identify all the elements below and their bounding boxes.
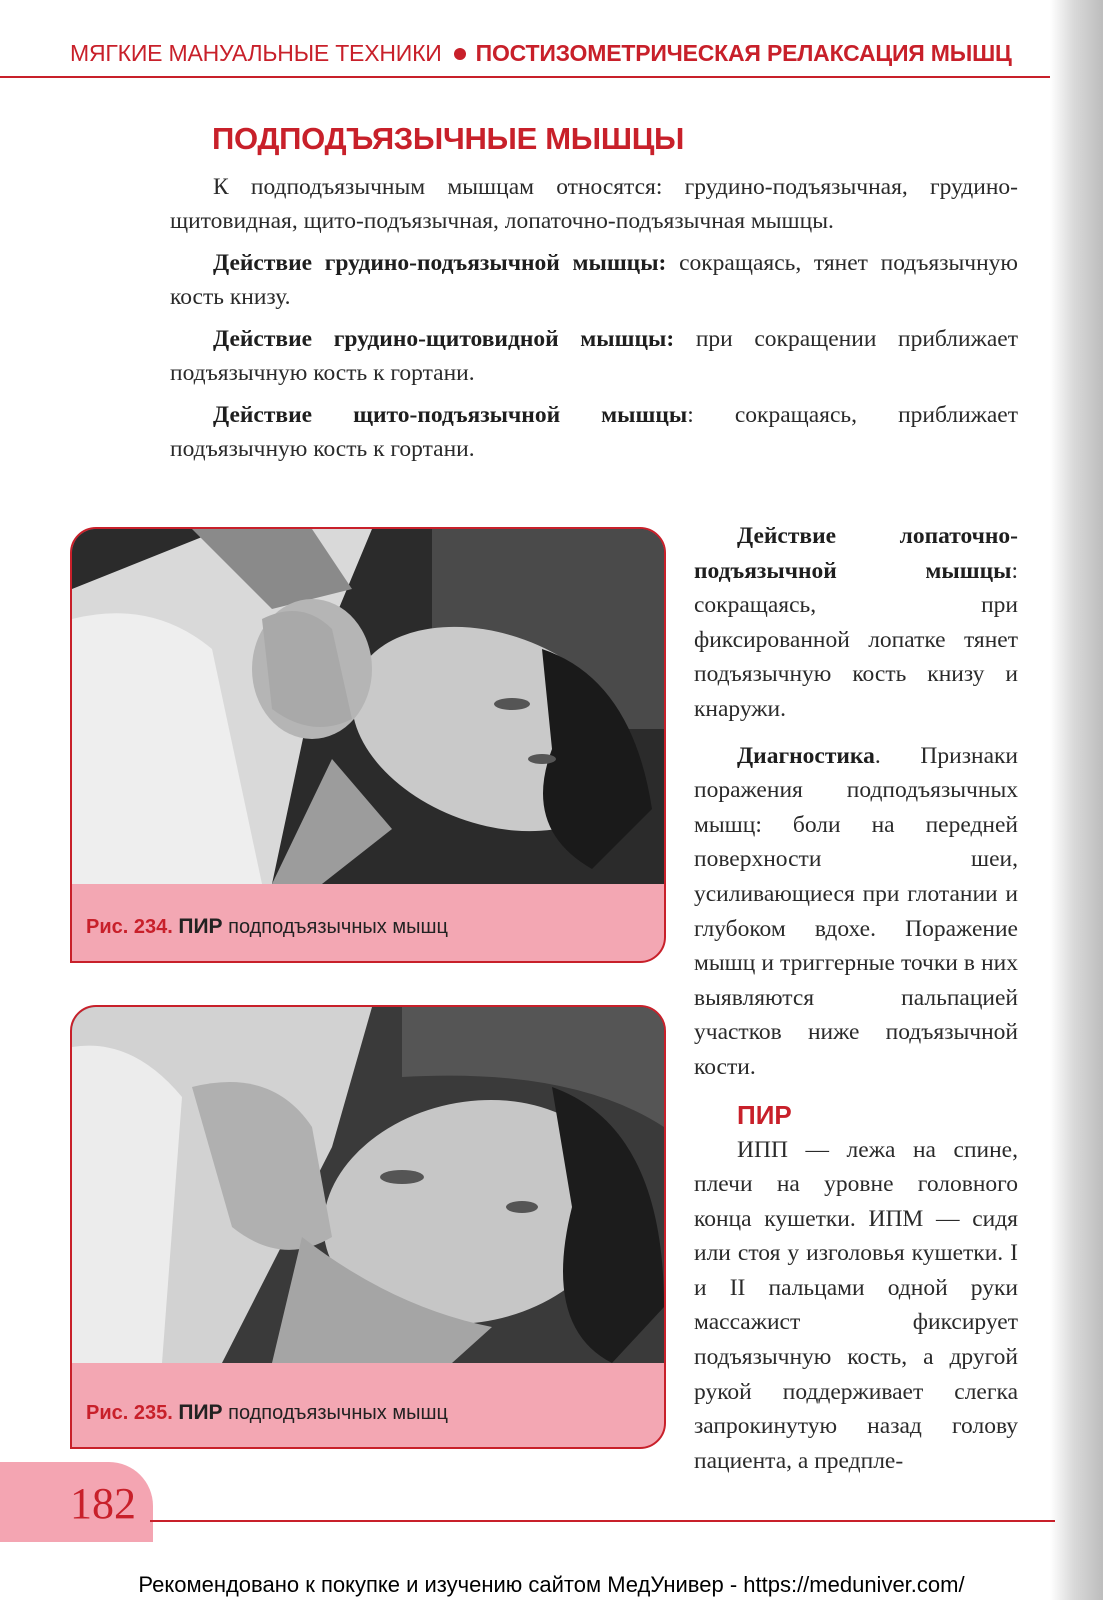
diagnostics-text: . Признаки поражения подподъязычных мышц: боли на передней поверхности шеи, усиливающиеся при глотании и глубоком вдохе. Поражение мышц и триггерные точки в них выявляются пальпацией участков ниже подъязычной кости. <box>694 742 1018 1080</box>
watermark-text: Рекомендовано к покупке и изучению сайтом МедУнивер - https://meduniver.com/ <box>138 1572 965 1597</box>
section-title: ПОДПОДЪЯЗЫЧНЫЕ МЫШЦЫ <box>212 121 685 156</box>
pir-paragraph: ИПП — лежа на спине, плечи на уровне головного конца кушетки. ИПМ — сидя или стоя у изголовья кушетки. I и II пальцами одной руки массажист фиксирует подъязычную кость, а другой рукой поддерживает слегка запрокинутую назад голову пациента, а предпле- <box>694 1136 1018 1474</box>
right-column-text <box>694 519 1018 1490</box>
page-edge-shadow <box>1050 0 1103 1600</box>
action-2-text: при сокращении приближает подъязычную кость к гортани. <box>170 326 1018 386</box>
action-3-label: Действие щито-подъязычной мышцы <box>213 402 688 428</box>
action-3-text: : сокращаясь, приближает подъязычную кость к гортани. <box>170 402 1019 462</box>
caption-text: подподъязычных мышц <box>222 1402 448 1424</box>
figure-number: Рис. 234. <box>86 916 173 938</box>
pir-heading: ПИР <box>737 1099 792 1130</box>
action-paragraph-2 <box>170 322 1018 390</box>
action-4-label: Действие лопаточно-подъязычной мышцы <box>694 523 1018 584</box>
bullet-dot-icon <box>454 48 466 60</box>
caption-235 <box>86 1401 448 1425</box>
figure-235 <box>70 1005 666 1449</box>
diagnostics-paragraph <box>694 739 1018 1085</box>
header-rule <box>0 76 1050 78</box>
action-4-text: : сокращаясь, при фиксированной лопатке тянет подъязычную кость книзу и кнаружи. <box>694 557 1018 722</box>
header-left: МЯГКИЕ МАНУАЛЬНЫЕ ТЕХНИКИ <box>70 40 442 66</box>
caption-pir: ПИР <box>178 1401 223 1424</box>
caption-234 <box>86 915 448 939</box>
diagnostics-label: Диагностика <box>737 742 875 769</box>
footer-rule <box>150 1520 1055 1522</box>
figure-number: Рис. 235. <box>86 1402 173 1424</box>
header-right: ПОСТИЗОМЕТРИЧЕСКАЯ РЕЛАКСАЦИЯ МЫШЦ <box>475 40 1012 66</box>
intro-paragraph: К подподъязычным мышцам относятся: грудино-подъязычная, грудино-щитовидная, щито-подъязычная, лопаточно-подъязычная мышцы. <box>170 174 1018 234</box>
action-paragraph-4 <box>694 519 1018 727</box>
action-1-text: сокращаясь, тянет подъязычную кость книзу. <box>170 250 1018 310</box>
photo-234 <box>72 529 664 884</box>
action-paragraph-1 <box>170 246 1018 314</box>
figure-234 <box>70 527 666 963</box>
running-header <box>70 40 1050 76</box>
action-1-label: Действие грудино-подъязычной мышцы: <box>213 250 667 276</box>
action-2-label: Действие грудино-щитовидной мышцы: <box>213 326 675 352</box>
caption-pir: ПИР <box>178 915 223 938</box>
caption-text: подподъязычных мышц <box>222 916 448 938</box>
photo-235 <box>72 1007 664 1363</box>
action-paragraph-3 <box>170 398 1018 466</box>
intro-text <box>170 170 1018 474</box>
page-number: 182 <box>70 1479 136 1528</box>
